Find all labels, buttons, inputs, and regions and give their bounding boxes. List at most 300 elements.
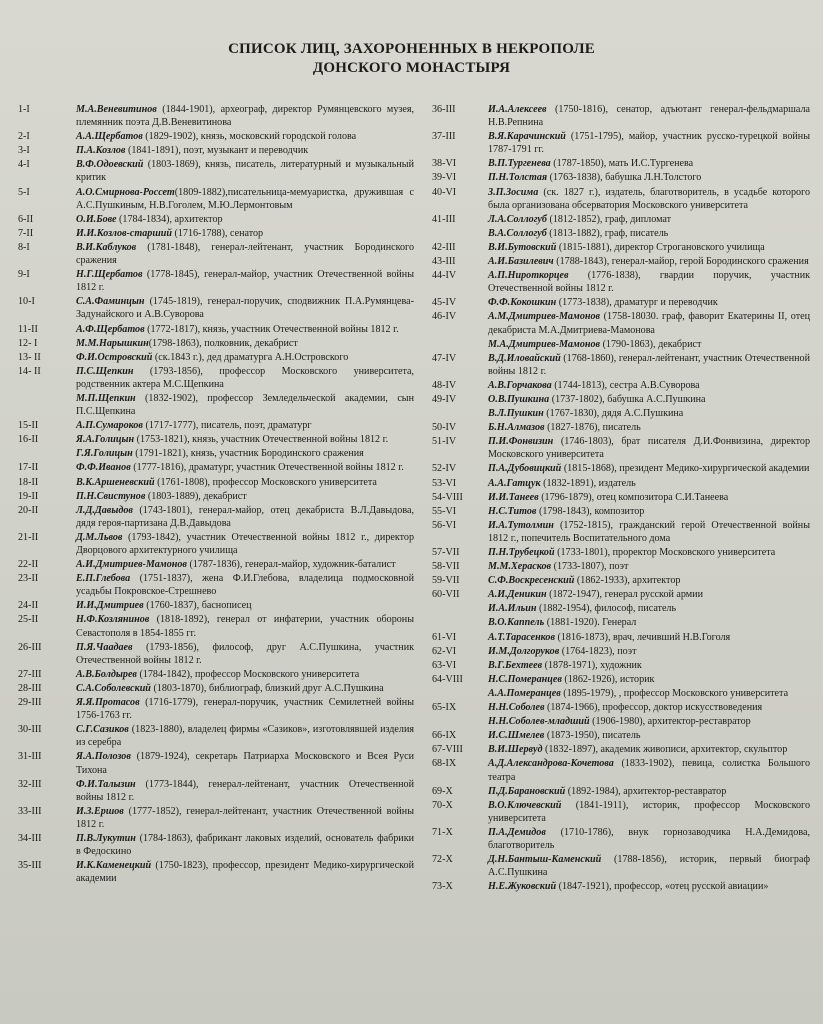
person-details: (1753-1821), князь, участник Отечественной войны 1812 г.	[134, 434, 389, 446]
entry-number: 49-IV	[432, 393, 457, 405]
person-details: (1760-1837), баснописец	[143, 600, 252, 612]
burial-entry	[432, 701, 810, 714]
person-details: (1781-1848), генерал-лейтенант, участник Бородинского сражения	[76, 241, 414, 267]
person-details: (1796-1879), отец композитора С.И.Танеева	[538, 491, 729, 503]
person-name: Л.А.Соллогуб	[488, 213, 547, 225]
entry-number: 19-II	[18, 490, 39, 502]
person-details: (1746-1803), брат писателя Д.И.Фонвизина, директор Московского университета	[488, 436, 810, 461]
entry-number	[18, 447, 76, 460]
person-details: (1809-1882),писательница-мемуаристка, дружившая с А.С.Пушкиным, Н.В.Гоголем, М.Ю.Лермонтовым	[76, 186, 414, 211]
burial-entry	[18, 365, 414, 391]
entry-description	[488, 715, 810, 728]
entry-description	[76, 103, 414, 129]
entry-number: 63-VI	[432, 659, 457, 671]
person-name: А.В.Болдырев	[76, 668, 137, 680]
person-details: (1788-1843), генерал-майор, герой Бородинского сражения	[553, 256, 809, 268]
person-name: А.А.Гатцук	[488, 477, 541, 489]
person-details: (1793-1842), участник Отечественной войны 1812 г., директор Дворцового архитектурного училища	[76, 531, 414, 556]
entry-description	[488, 393, 810, 406]
entry-number	[18, 392, 76, 418]
entry-description	[488, 826, 810, 852]
burial-entry	[18, 572, 414, 598]
entry-description	[488, 645, 810, 658]
person-name: В.И.Шервуд	[488, 744, 543, 756]
entry-number: 35-III	[18, 860, 42, 872]
entry-number: 61-VI	[432, 631, 457, 643]
entry-number: 12- I	[18, 337, 38, 349]
burial-entry	[432, 729, 810, 742]
entry-description	[76, 241, 414, 267]
burial-entry	[18, 227, 414, 240]
person-name: А.А.Щербатов	[76, 131, 143, 143]
entry-number: 43-III	[432, 256, 456, 268]
person-details: (1767-1830), дядя А.С.Пушкина	[543, 408, 684, 420]
entry-number: 36-III	[432, 104, 456, 115]
person-details: (1906-1980), архитектор-реставратор	[589, 716, 751, 728]
entry-description	[76, 323, 414, 336]
entry-number	[432, 407, 488, 420]
person-name: Д.М.Львов	[76, 531, 123, 543]
entry-description	[76, 778, 414, 804]
entry-description	[488, 186, 810, 212]
person-details: (1812-1852), граф, дипломат	[546, 213, 672, 225]
person-details: (1813-1882), граф, писатель	[546, 227, 669, 239]
person-name: И.И.Козлов-старший	[76, 227, 172, 239]
burial-entry	[432, 103, 810, 129]
burial-entry	[18, 599, 414, 612]
person-details: (1823-1880), владелец фирмы «Сазиков», изготовлявшей изделия из серебра	[76, 724, 414, 749]
entry-description	[488, 157, 810, 170]
entry-description	[488, 729, 810, 742]
entry-description	[488, 880, 810, 893]
entry-number: 38-VI	[432, 158, 457, 170]
entry-description	[76, 859, 414, 885]
entry-number: 55-VI	[432, 505, 457, 517]
burial-entry	[18, 158, 414, 184]
entry-number: 20-II	[18, 504, 39, 516]
entry-number: 40-VI	[432, 186, 457, 198]
person-name: Н.Н.Соболев-младший	[488, 716, 590, 728]
burial-entry	[18, 103, 414, 129]
person-name: П.А.Дубовицкий	[488, 463, 562, 475]
entry-description	[76, 641, 414, 667]
entry-number: 25-II	[18, 614, 39, 626]
person-details: (1832-1891), издатель	[540, 477, 636, 489]
person-name: В.И.Каблуков	[76, 241, 137, 253]
entry-number: 45-IV	[432, 297, 457, 309]
entry-number: 41-III	[432, 213, 456, 225]
right-column	[432, 103, 810, 894]
person-details: (1872-1947), генерал русской армии	[546, 589, 703, 601]
burial-entry	[18, 213, 414, 226]
person-name: П.А.Козлов	[76, 145, 126, 157]
entry-number: 6-II	[18, 213, 34, 225]
entry-number: 56-VI	[432, 519, 457, 531]
person-name: О.И.Бове	[76, 213, 117, 225]
person-name: В.Ф.Одоевский	[76, 159, 144, 171]
entry-description	[488, 462, 810, 475]
entry-number: 23-II	[18, 573, 39, 585]
entry-description	[76, 186, 414, 212]
burial-entry	[432, 338, 810, 351]
entry-number: 29-III	[18, 697, 42, 709]
person-name: Е.П.Глебова	[76, 573, 131, 585]
entry-description	[488, 757, 810, 783]
entry-description	[76, 613, 414, 639]
person-name: Н.С.Титов	[488, 505, 537, 517]
person-details: (1716-1779), генерал-поручик, участник Семилетней войны 1756-1763 гг.	[76, 697, 414, 722]
entry-description	[76, 682, 414, 695]
person-name: А.А.Померанцев	[488, 687, 561, 699]
burial-entry	[18, 392, 414, 418]
entry-description	[488, 213, 810, 226]
burial-entry	[18, 323, 414, 336]
burial-entry	[432, 269, 810, 295]
entry-number: 10-I	[18, 296, 35, 308]
entry-number: 50-IV	[432, 422, 457, 434]
person-details: (ск. 1827 г.), издатель, благотворитель, в усадьбе которого была организована обсерватория Московского университета	[488, 186, 810, 211]
entry-description	[76, 365, 414, 391]
entry-description	[76, 213, 414, 226]
entry-number	[432, 616, 488, 629]
burial-entry	[432, 241, 810, 254]
person-details: (1827-1876), писатель	[544, 422, 641, 434]
person-name: А.П.Сумароков	[76, 420, 143, 432]
entry-number: 27-III	[18, 668, 42, 680]
person-name: В.Я.Карачинский	[488, 131, 566, 143]
entry-number: 1-I	[18, 104, 30, 115]
entry-number: 59-VII	[432, 575, 460, 587]
entry-description	[488, 407, 810, 420]
person-name: А.Т.Тарасенков	[488, 631, 555, 643]
burial-entry	[432, 171, 810, 184]
person-name: П.Н.Трубецкой	[488, 547, 555, 558]
entry-number: 13- II	[18, 351, 41, 363]
person-details: (1776-1838), гвардии поручик, участник Отечественной войны 1812 г.	[488, 270, 810, 295]
burial-entry	[432, 853, 810, 879]
entry-description	[76, 750, 414, 776]
person-details: (1751-1795), майор, участник русско-турецкой войны 1787-1791 гг.	[488, 131, 810, 156]
person-name: И.А.Ильин	[488, 603, 537, 615]
person-name: И.И.Дмитриев	[76, 600, 144, 612]
entry-number: 17-II	[18, 462, 39, 474]
person-name: Г.Я.Голицын	[76, 448, 133, 460]
entry-number: 62-VI	[432, 645, 457, 657]
person-name: И.А.Тутолмин	[488, 519, 554, 531]
person-name: В.А.Соллогуб	[488, 227, 547, 239]
burial-entry	[18, 531, 414, 557]
entry-description	[488, 616, 810, 629]
burial-entry	[432, 213, 810, 226]
entry-number: 21-II	[18, 531, 39, 543]
person-name: П.И.Фонвизин	[488, 436, 554, 448]
person-details: (1895-1979), , профессор Московского университета	[560, 687, 789, 699]
person-details: (1751-1837), жена Ф.И.Глебова, владелица подмосковной усадьбы Покровское-Стрешнево	[76, 573, 414, 598]
person-name: С.Ф.Воскресенский	[488, 575, 575, 587]
entry-number: 28-III	[18, 682, 42, 694]
person-details: (1829-1902), князь, московский городской голова	[142, 131, 357, 143]
person-name: Я.А.Полозов	[76, 751, 131, 763]
entry-description	[76, 490, 414, 503]
person-name: П.В.Лукутин	[76, 832, 136, 844]
entry-description	[488, 103, 810, 129]
entry-number: 11-II	[18, 323, 38, 335]
person-details: (1787-1850), мать И.С.Тургенева	[550, 158, 694, 170]
entry-number: 37-III	[432, 131, 456, 143]
entry-description	[488, 338, 810, 351]
burial-entry	[432, 826, 810, 852]
person-details: (1803-1869), князь, писатель, литературный и музыкальный критик	[76, 159, 414, 184]
person-details: (1832-1897), академик живописи, архитектор, скульптор	[542, 744, 788, 756]
burial-entry	[18, 144, 414, 157]
burial-entry	[18, 447, 414, 460]
entry-description	[488, 574, 810, 587]
burial-entry	[18, 668, 414, 681]
entry-number: 3-I	[18, 145, 30, 157]
person-name: А.Ф.Щербатов	[76, 323, 145, 335]
entry-number: 22-II	[18, 559, 39, 571]
entry-number: 72-X	[432, 854, 453, 866]
entry-description	[76, 447, 414, 460]
entry-description	[76, 668, 414, 681]
person-name: И.И.Танеев	[488, 491, 539, 503]
entry-number: 42-III	[432, 241, 456, 253]
person-details: (1752-1815), гражданский герой Отечественной войны 1812 г., попечитель Воспитательного дома	[488, 519, 810, 544]
entry-number: 7-II	[18, 227, 34, 239]
burial-entry	[18, 433, 414, 446]
burial-entry	[432, 227, 810, 240]
person-name: З.П.Зосима	[488, 186, 539, 198]
entry-number: 32-III	[18, 778, 42, 790]
burial-entry	[432, 799, 810, 825]
entry-description	[488, 588, 810, 601]
person-name: И.С.Шмелев	[488, 730, 545, 742]
entry-description	[488, 602, 810, 615]
entry-description	[488, 687, 810, 700]
burial-entry	[432, 310, 810, 336]
entry-number: 71-X	[432, 826, 453, 838]
entry-description	[76, 531, 414, 557]
entry-description	[488, 296, 810, 309]
person-details: (1768-1860), генерал-лейтенант, участник Отечественной войны 1812 г.	[488, 352, 810, 377]
person-name: П.Д.Барановский	[488, 785, 566, 797]
entry-number	[432, 687, 488, 700]
burial-entry	[18, 490, 414, 503]
entry-description	[76, 504, 414, 530]
person-name: П.А.Демидов	[488, 826, 546, 838]
burial-entry	[18, 337, 414, 350]
burial-entry	[18, 859, 414, 885]
entry-description	[76, 832, 414, 858]
person-name: И.З.Ершов	[76, 805, 124, 817]
entry-number: 26-III	[18, 641, 42, 653]
burial-entry	[432, 588, 810, 601]
person-name: С.А.Фаминцын	[76, 296, 145, 308]
person-details: (1784-1863), фабрикант лаковых изделий, основатель фабрики в Федоскино	[76, 832, 414, 858]
person-name: М.А.Веневитинов	[76, 104, 157, 115]
person-name: А.И.Дмитриев-Мамонов	[76, 559, 187, 571]
entry-description	[76, 295, 414, 321]
person-details: (1815-1868), президент Медико-хирургической академии	[561, 463, 810, 475]
burial-entry	[18, 682, 414, 695]
burial-entry	[18, 750, 414, 776]
entry-description	[488, 631, 810, 644]
person-name: А.О.Смирнова-Россет	[76, 186, 175, 198]
entry-description	[488, 421, 810, 434]
entry-number: 33-III	[18, 805, 42, 817]
person-name: А.И.Деникин	[488, 589, 547, 601]
burial-entry	[18, 351, 414, 364]
page-title	[0, 40, 823, 78]
person-details: (1761-1808), профессор Московского университета	[154, 476, 377, 488]
entry-number: 5-I	[18, 186, 30, 198]
entry-description	[488, 310, 810, 336]
person-details: (1844-1901), археограф, директор Румянцевского музея, племянник поэта Д.В.Веневитинова	[76, 104, 414, 129]
person-name: Н.Е.Жуковский	[488, 881, 557, 893]
entry-description	[488, 241, 810, 254]
entry-description	[488, 546, 810, 559]
burial-entry	[432, 407, 810, 420]
entry-number: 4-I	[18, 159, 30, 171]
person-name: П.Н.Свистунов	[76, 490, 146, 502]
burial-entry	[432, 379, 810, 392]
person-name: А.И.Базилевич	[488, 256, 554, 268]
burial-entry	[432, 602, 810, 615]
burial-entry	[18, 832, 414, 858]
person-details: (1764-1823), поэт	[559, 645, 637, 657]
person-name: Н.Н.Соболев	[488, 702, 545, 714]
person-name: П.Я.Чаадаев	[76, 641, 133, 653]
burial-entry	[432, 435, 810, 461]
person-name: В.Г.Бехтеев	[488, 659, 543, 671]
burial-entry	[432, 505, 810, 518]
person-details: (1862-1926), историк	[561, 673, 655, 685]
burial-entry	[432, 560, 810, 573]
person-details: (1841-1911), историк, профессор Московского университета	[488, 799, 810, 824]
burial-entry	[432, 491, 810, 504]
entry-number: 18-II	[18, 476, 39, 488]
burial-entry	[18, 613, 414, 639]
person-details: (1787-1836), генерал-майор, художник-баталист	[186, 559, 396, 571]
entry-number: 60-VII	[432, 589, 460, 601]
person-name: М.М.Нарышкин	[76, 337, 149, 349]
entry-number: 34-III	[18, 832, 42, 844]
person-details: (1778-1845), генерал-майор, участник Отечественной войны 1812 г.	[76, 269, 414, 294]
burial-entry	[432, 393, 810, 406]
entry-number: 53-VI	[432, 477, 457, 489]
person-name: В.О.Каппель	[488, 617, 545, 629]
burial-entry	[432, 130, 810, 156]
person-details: (1832-1902), профессор Земледельческой академии, сын П.С.Щепкина	[76, 392, 414, 418]
person-details: (1847-1921), профессор, «отец русской авиации»	[556, 881, 769, 893]
entry-description	[76, 599, 414, 612]
person-details: (1784-1842), профессор Московского университета	[136, 668, 360, 680]
burial-entry	[432, 880, 810, 893]
burial-entry	[432, 186, 810, 212]
person-name: А.В.Горчакова	[488, 379, 552, 391]
burial-entry	[432, 785, 810, 798]
entry-description	[76, 433, 414, 446]
entry-number: 58-VII	[432, 561, 460, 573]
burial-entry	[432, 673, 810, 686]
person-details: (1750-1816), сенатор, адъютант генерал-фельдмаршала Н.В.Репнина	[488, 104, 810, 129]
entry-description	[488, 435, 810, 461]
person-details: (1793-1856), профессор Московского университета, родственник актера М.С.Щепкина	[76, 365, 414, 390]
entry-description	[76, 723, 414, 749]
entry-number: 54-VIII	[432, 491, 463, 503]
burial-entry	[432, 157, 810, 170]
person-details: (1818-1892), генерал от инфатерии, участник обороны Севастополя в 1854-1855 гг.	[76, 614, 414, 639]
burial-entry	[432, 296, 810, 309]
person-name: Я.А.Голицын	[76, 434, 135, 446]
entry-number: 73-X	[432, 881, 453, 893]
person-details: (1790-1863), декабрист	[600, 338, 702, 350]
person-details: (1881-1920). Генерал	[544, 617, 637, 629]
person-name: А.П.Нироткорцев	[488, 270, 569, 282]
entry-description	[76, 419, 414, 432]
burial-entry	[18, 295, 414, 321]
person-details: (1773-1844), генерал-лейтенант, участник Отечественной войны 1812 г.	[76, 778, 414, 803]
person-details: (1798-1843), композитор	[536, 505, 645, 517]
entry-description	[488, 560, 810, 573]
entry-number: 69-X	[432, 785, 453, 797]
person-details: (1745-1819), генерал-поручик, сподвижник П.А.Румянцева-Задунайского и А.В.Суворова	[76, 296, 414, 321]
person-details: (1773-1838), драматург и переводчик	[556, 297, 718, 309]
entry-number: 16-II	[18, 434, 39, 446]
entry-number: 47-IV	[432, 352, 457, 364]
person-details: (1744-1813), сестра А.В.Суворова	[551, 379, 700, 391]
entry-description	[488, 743, 810, 756]
entry-number: 46-IV	[432, 311, 457, 323]
burial-entry	[432, 757, 810, 783]
burial-entry	[18, 504, 414, 530]
entry-description	[488, 227, 810, 240]
person-name: Н.Ф.Козлянинов	[76, 614, 150, 626]
burial-entry	[432, 574, 810, 587]
burial-entry	[18, 558, 414, 571]
person-name: В.Л.Пушкин	[488, 408, 544, 420]
entry-description	[488, 255, 810, 268]
person-details: (1882-1954), философ, писатель	[536, 603, 677, 615]
entry-description	[488, 853, 810, 879]
person-details: (1750-1823), профессор, президент Медико-хирургической академии	[76, 860, 414, 885]
entry-description	[76, 696, 414, 722]
person-details: (1841-1891), поэт, музыкант и переводчик	[125, 145, 309, 157]
person-name: А.Д.Александрова-Кочетова	[488, 758, 614, 770]
person-name: М.А.Дмитриев-Мамонов	[488, 338, 601, 350]
burial-entry	[18, 778, 414, 804]
burial-entry	[432, 352, 810, 378]
entry-number: 44-IV	[432, 270, 457, 282]
entry-description	[488, 352, 810, 378]
entry-number: 70-X	[432, 799, 453, 811]
person-name: Н.С.Померанцев	[488, 673, 562, 685]
person-name: П.С.Щепкин	[76, 365, 134, 377]
person-details: (1803-1870), библиограф, близкий друг А.С.Пушкина	[150, 682, 384, 694]
entry-description	[488, 491, 810, 504]
burial-entry	[432, 631, 810, 644]
person-name: Л.Д.Давыдов	[76, 504, 133, 516]
entry-description	[488, 379, 810, 392]
entry-number: 2-I	[18, 131, 30, 143]
person-details: (1743-1801), генерал-майор, отец декабриста В.Л.Давыдова, дядя героя-партизана Д.В.Давыдова	[76, 504, 414, 529]
burial-entry	[18, 241, 414, 267]
burial-entry	[432, 687, 810, 700]
entry-number: 65-IX	[432, 702, 457, 714]
person-details: (1873-1950), писатель	[544, 730, 641, 742]
person-details: (1717-1777), писатель, поэт, драматург	[142, 420, 312, 432]
burial-entry	[18, 130, 414, 143]
